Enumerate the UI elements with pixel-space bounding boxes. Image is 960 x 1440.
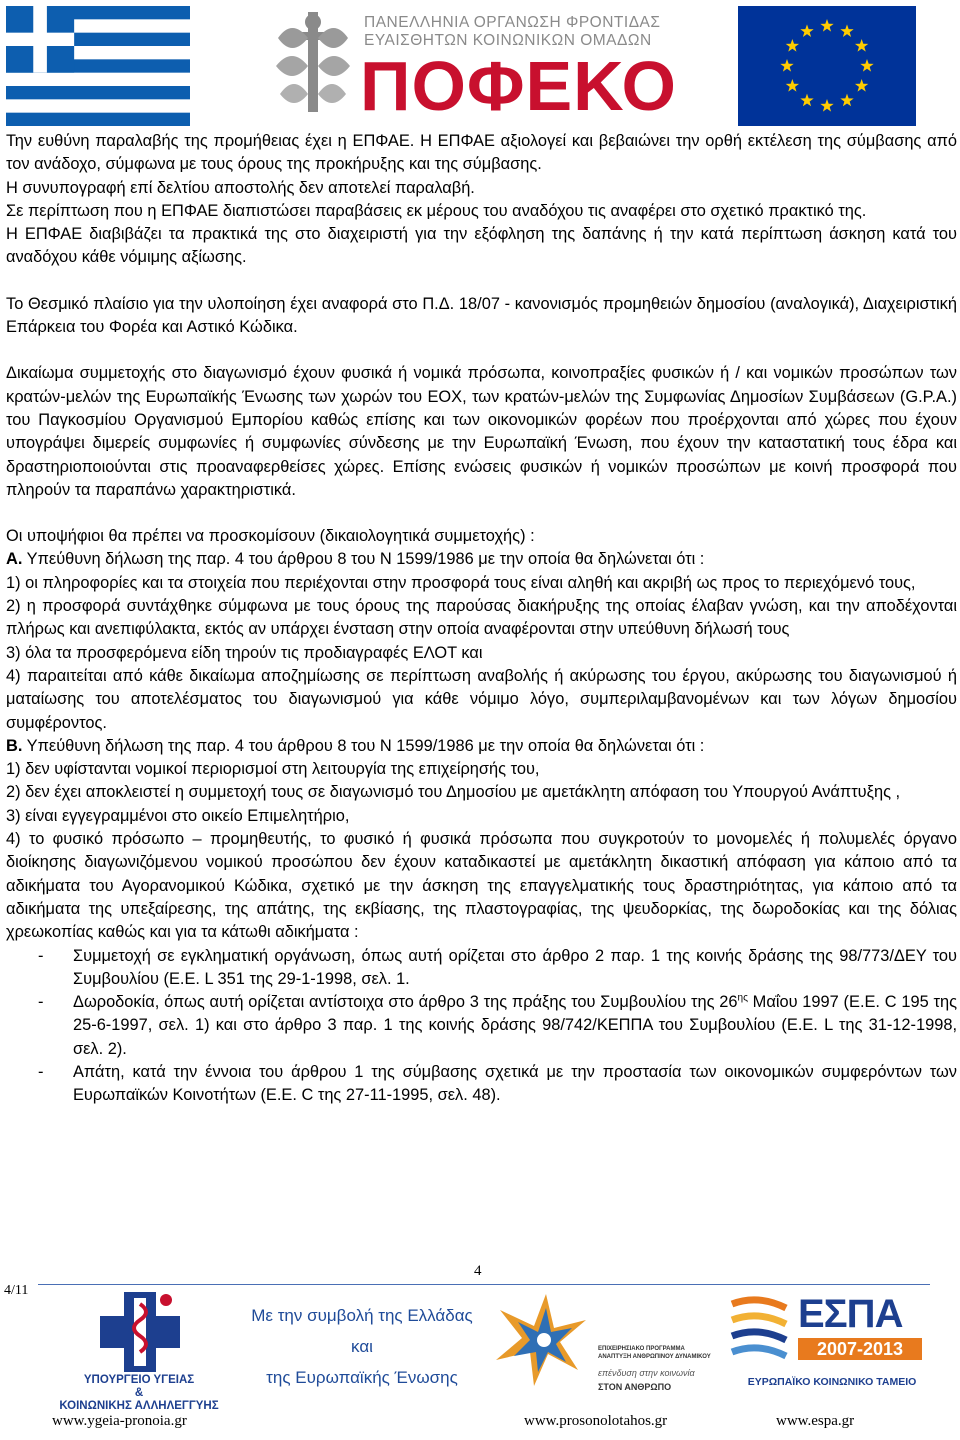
espa-link[interactable]: www.espa.gr bbox=[776, 1413, 855, 1429]
paragraph: Η ΕΠΦΑΕ διαβιβάζει τα πρακτικά της στο διαχειριστή για την εξόφληση της δαπάνης ή την κατά περίπτωση άσκηση κατά του αναδόχου κάθε νόμιμης αξίωσης. bbox=[6, 225, 957, 267]
ministry-logo bbox=[44, 1290, 234, 1412]
list-item: 4) το φυσικό πρόσωπο – προμηθευτής, το φυσικό ή φυσικά πρόσωπα που συγκροτούν το μονομελές ή πολυμελές όργανο διοίκησης διαγωνιζόμενου νομικού προσώπου δεν έχουν καταδικαστεί με αμετάκλητη δικαστική απόφαση για κάποιο από τα αδικήματα του Αγορανομικού Κώδικα, σχετικό με την άσκηση της επαγγελματικής τους δραστηριότητας, για κάποιο από τα αδικήματα της υπεξαίρεσης, της απάτης, της εκβίασης, της πλαστογραφίας, της ψευδορκίας, της δωροδοκίας και της δόλιας χρεωκοπίας καθώς και για τα κάτωθι αδικήματα : bbox=[6, 830, 957, 942]
paragraph: Δικαίωμα συμμετοχής στο διαγωνισμό έχουν φυσικά ή νομικά πρόσωπα, κοινοπραξίες φυσικών ή / και νομικών προσώπων των κρατών-μελών της Ευρωπαϊκής Ένωσης των χωρών του ΕΟΧ, των κρατών-μελών της Συμφωνίας Δημοσίων Συμβάσεων (G.P.A.) του Παγκοσμίου Οργανισμού Εμπορίου καθώς επίσης και των οικονομικών φορέων που προέρχονται από χώρες που έχουν υπογράψει διμερείς συμφωνίες ή συμφωνίες σύνδεσης με την Ευρωπαϊκή Ένωση, που έχουν την καταστατική τους έδρα και δραστηριοποιούνται στις προαναφερθείσες χώρες. Επίσης ενώσεις φυσικών ή νομικών προσώπων με κοινή προσφορά που πληρούν τα παραπάνω χαρακτηριστικά. bbox=[6, 364, 957, 499]
ministry-name: ΥΠΟΥΡΓΕΙΟ ΥΓΕΙΑΣ & ΚΟΙΝΩΝΙΚΗΣ ΑΛΛΗΛΕΓΓΥΗΣ bbox=[59, 1374, 219, 1412]
espa-logo bbox=[728, 1292, 928, 1402]
list-item: - Δωροδοκία, όπως αυτή ορίζεται αντίστοιχα στο άρθρο 3 της πράξης του Συμβουλίου της $26^{\eta\varsigma}$ Μαΐου 1997 (Ε.Ε. C 195 της 25-6-1997, σελ. 1) και στο άρθρο 3 παρ. 1 της κοινής δράσης 98/742/ΚΕΠΠΑ του Συμβουλίου (Ε.Ε. L της 31-12-1998, σελ. 2). bbox=[38, 992, 957, 1058]
contribution-statement: Με την συμβολή της Ελλάδας και της Ευρωπαϊκής Ένωσης bbox=[251, 1306, 473, 1387]
ygeia-pronoia-link[interactable]: www.ygeia-pronoia.gr bbox=[52, 1413, 187, 1429]
espa-fund-name: ΕΥΡΩΠΑΪΚΟ ΚΟΙΝΩΝΙΚΟ ΤΑΜΕΙΟ bbox=[747, 1376, 917, 1388]
paragraph: Το Θεσμικό πλαίσιο για την υλοποίηση έχει αναφορά στο Π.Δ. 18/07 - κανονισμός προμηθειών δημοσίου (αναλογικά), Διαχειριστική Επάρκεια του Φορέα και Αστικό Κώδικα. bbox=[6, 294, 957, 337]
prosonolotahos-link[interactable]: www.prosonolotahos.gr bbox=[524, 1413, 668, 1429]
dash-bullet: - bbox=[38, 946, 44, 965]
program-star-icon bbox=[496, 1294, 586, 1386]
espa-title: ΕΣΠΑ bbox=[798, 1292, 903, 1336]
list-item: 3) όλα τα προσφερόμενα είδη τηρούν τις προδιαγραφές ΕΛΟΤ και bbox=[6, 643, 483, 662]
list-item: 4) παραιτείται από κάθε δικαίωμα αποζημίωσης σε περίπτωση αναβολής ή ακύρωσης του έργου, ακύρωσης του διαγωνισμού ή ματαίωσης του αποτελέσματος του διαγωνισμού για κάθε νόμιμο λόγο, συμπεριλαμβανομένων και των λόγων δημοσίου συμφέροντος. bbox=[6, 666, 957, 732]
section-b-heading bbox=[6, 735, 957, 758]
program-line4: ΣΤΟΝ ΑΝΘΡΩΠΟ bbox=[598, 1382, 672, 1392]
paragraph: Η συνυπογραφή επί δελτίου αποστολής δεν αποτελεί παραλαβή. bbox=[6, 178, 475, 197]
section-a-label: Α. bbox=[6, 550, 23, 569]
paragraph: Οι υποψήφιοι θα πρέπει να προσκομίσουν (δικαιολογητικά συμμετοχής) : bbox=[6, 527, 535, 546]
operational-program-logo bbox=[486, 1290, 711, 1408]
pofeko-subtitle: ΠΑΝΕΛΛΗΝΙΑ ΟΡΓΑΝΩΣΗ ΦΡΟΝΤΙΔΑΣ ΕΥΑΙΣΘΗΤΩΝ ΚΟΙΝΩΝΙΚΩΝ ΟΜΑΔΩΝ bbox=[364, 14, 661, 49]
eu-flag-icon bbox=[738, 6, 916, 126]
dash-bullet: - bbox=[38, 993, 44, 1012]
program-line2: ΑΝΑΠΤΥΞΗ ΑΝΘΡΩΠΙΝΟΥ ΔΥΝΑΜΙΚΟΥ bbox=[598, 1354, 711, 1360]
list-item: - Συμμετοχή σε εγκληματική οργάνωση, όπως αυτή ορίζεται στο άρθρο 2 παρ. 1 της κοινής δράσης της 98/773/ΔΕΥ του Συμβουλίου (Ε.Ε. L 351 της 29-1-1998, σελ. 1. bbox=[38, 946, 957, 988]
espa-years: 2007-2013 bbox=[798, 1338, 922, 1360]
list-item: 1) οι πληροφορίες και τα στοιχεία που περιέχονται στην προσφορά τους είναι αληθή και ακριβή ως προς το περιεχόμενό τους, bbox=[6, 573, 916, 592]
pofeko-logo bbox=[272, 8, 677, 126]
document-body bbox=[6, 130, 957, 1108]
greek-flag-icon bbox=[6, 6, 190, 126]
page-number: 4 bbox=[474, 1263, 482, 1279]
pofeko-emblem-icon bbox=[272, 8, 354, 120]
list-item: 3) είναι εγγεγραμμένοι στο οικείο Επιμελητήριο, bbox=[6, 806, 350, 825]
section-b-label: Β. bbox=[6, 736, 23, 755]
paragraph: Σε περίπτωση που η ΕΠΦΑΕ διαπιστώσει παραβάσεις εκ μέρους του αναδόχου τις αναφέρει στο σχετικό πρακτικό της. bbox=[6, 201, 867, 220]
program-line1: ΕΠΙΧΕΙΡΗΣΙΑΚΟ ΠΡΟΓΡΑΜΜΑ bbox=[598, 1346, 685, 1352]
offence-list bbox=[6, 945, 957, 1108]
list-item: - Απάτη, κατά την έννοια του άρθρου 1 της σύμβασης σχετικά με την προστασία των οικονομικών συμφερόντων των Ευρωπαϊκών Κοινοτήτων (Ε.Ε. C της 27-11-1995, σελ. 48). bbox=[38, 1062, 957, 1105]
paragraph: Την ευθύνη παραλαβής της προμήθειας έχει η ΕΠΦΑΕ. Η ΕΠΦΑΕ αξιολογεί και βεβαιώνει την ορθή εκτέλεση της σύμβασης από τον ανάδοχο, σύμφωνα με τους όρους της προκήρυξης και της σύμβασης. bbox=[6, 132, 957, 174]
section-a-text: Υπεύθυνη δήλωση της παρ. 4 του άρθρου 8 του Ν 1599/1986 με την οποία θα δηλώνεται ότι : bbox=[22, 550, 705, 569]
section-a-heading bbox=[6, 548, 957, 571]
program-line3: επένδυση στην κοινωνία bbox=[598, 1368, 695, 1378]
list-item: 2) η προσφορά συντάχθηκε σύμφωνα με τους όρους της παρούσας διακήρυξης της οποίας έλαβαν γνώση, και την αποδέχονται πλήρως και ανεπιφύλακτα, εκτός αν υπάρχει ένσταση στην οποία αναφέρονται στην υπεύθυνη δήλωσή τους bbox=[6, 597, 957, 639]
page-fraction: 4/11 bbox=[4, 1283, 29, 1298]
espa-stripes-icon bbox=[728, 1294, 794, 1374]
footer-divider bbox=[38, 1284, 930, 1285]
list-item: 1) δεν υφίστανται νομικοί περιορισμοί στη λειτουργία της επιχείρησής του, bbox=[6, 760, 540, 779]
section-b-text: Υπεύθυνη δήλωση της παρ. 4 του άρθρου 8 του Ν 1599/1986 με την οποία θα δηλώνεται ότι : bbox=[22, 736, 705, 755]
list-item: 2) δεν έχει αποκλειστεί η συμμετοχή τους σε διαγωνισμό του Δημοσίου με αμετάκλητη απόφαση του Υπουργού Ανάπτυξης , bbox=[6, 783, 901, 802]
pofeko-name: ΠΟΦΕΚΟ bbox=[360, 47, 677, 125]
medical-cross-icon bbox=[94, 1290, 186, 1374]
dash-bullet: - bbox=[38, 1062, 44, 1081]
page-header bbox=[0, 0, 960, 128]
